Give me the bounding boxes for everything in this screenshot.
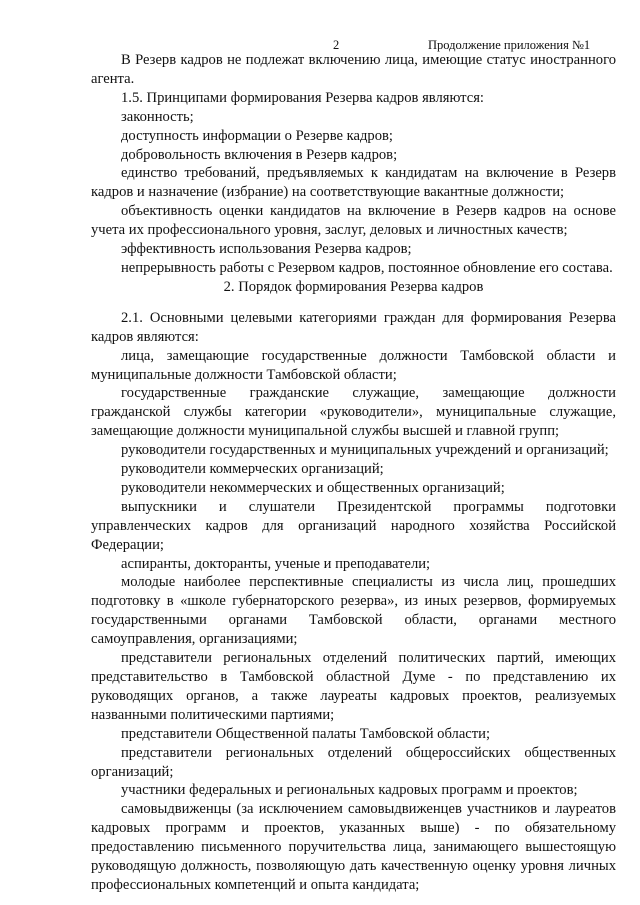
paragraph: 1.5. Принципами формирования Резерва кадров являются: bbox=[121, 89, 484, 106]
list-item: государственные гражданские служащие, замещающие должности гражданской службы категории «руководители», муниципальные служащие, замещающие должности муниципальной службы высшей и главной групп; bbox=[91, 385, 616, 440]
list-item: доступность информации о Резерве кадров; bbox=[121, 127, 393, 144]
paragraph: В Резерв кадров не подлежат включению лица, имеющие статус иностранного агента. bbox=[91, 52, 616, 87]
list-item: добровольность включения в Резерв кадров; bbox=[121, 146, 398, 163]
list-item: участники федеральных и региональных кадровых программ и проектов; bbox=[121, 782, 578, 799]
list-item: руководители коммерческих организаций; bbox=[121, 461, 384, 478]
list-item: выпускники и слушатели Президентской программы подготовки управленческих кадров для организаций народного хозяйства Российской Федерации; bbox=[91, 498, 616, 553]
document-body bbox=[91, 51, 616, 895]
list-item: законность; bbox=[121, 108, 194, 125]
list-item: эффективность использования Резерва кадров; bbox=[121, 241, 412, 258]
list-item: представители региональных отделений общероссийских общественных организаций; bbox=[91, 744, 616, 780]
paragraph: 2.1. Основными целевыми категориями граждан для формирования Резерва кадров являются: bbox=[91, 309, 616, 345]
list-item: руководители некоммерческих и общественных организаций; bbox=[121, 479, 505, 496]
appendix-continuation-label: Продолжение приложения №1 bbox=[428, 38, 591, 52]
list-item: самовыдвиженцы (за исключением самовыдвиженцев участников и лауреатов кадровых программ и проектов, указанных выше) - по обязательному предоставлению письменного поручительства лица, занимающего вышестоящую руководящую должность, позволяющую дать качественную оценку уровня личных профессиональных компетенций и опыта кандидата; bbox=[91, 801, 616, 893]
list-item: единство требований, предъявляемых к кандидатам на включение в Резерв кадров и назначение (избрание) на соответствующие вакантные должности; bbox=[91, 165, 616, 201]
list-item: представители региональных отделений политических партий, имеющих представительство в Тамбовской областной Думе - по представлению их руководящих органов, а также лауреаты кадровых проектов, реализуемых названными политическими партиями; bbox=[91, 650, 616, 723]
list-item: аспиранты, докторанты, ученые и преподаватели; bbox=[121, 555, 431, 572]
page-number: 2 bbox=[333, 38, 340, 52]
list-item: непрерывность работы с Резервом кадров, постоянное обновление его состава. bbox=[121, 259, 613, 276]
list-item: молодые наиболее перспективные специалисты из числа лиц, прошедших подготовку в «школе губернаторского резерва», из иных резервов, формируемых государственными органами Тамбовской области, органами местного самоуправления, организациями; bbox=[91, 574, 616, 648]
list-item: руководители государственных и муниципальных учреждений и организаций; bbox=[121, 442, 609, 459]
section-heading: 2. Порядок формирования Резерва кадров bbox=[223, 278, 484, 295]
list-item: лица, замещающие государственные должности Тамбовской области и муниципальные должности Тамбовской области; bbox=[91, 347, 616, 383]
list-item: объективность оценки кандидатов на включение в Резерв кадров на основе учета их профессионального уровня, заслуг, деловых и личностных качеств; bbox=[91, 203, 616, 239]
list-item: представители Общественной палаты Тамбовской области; bbox=[121, 725, 491, 742]
